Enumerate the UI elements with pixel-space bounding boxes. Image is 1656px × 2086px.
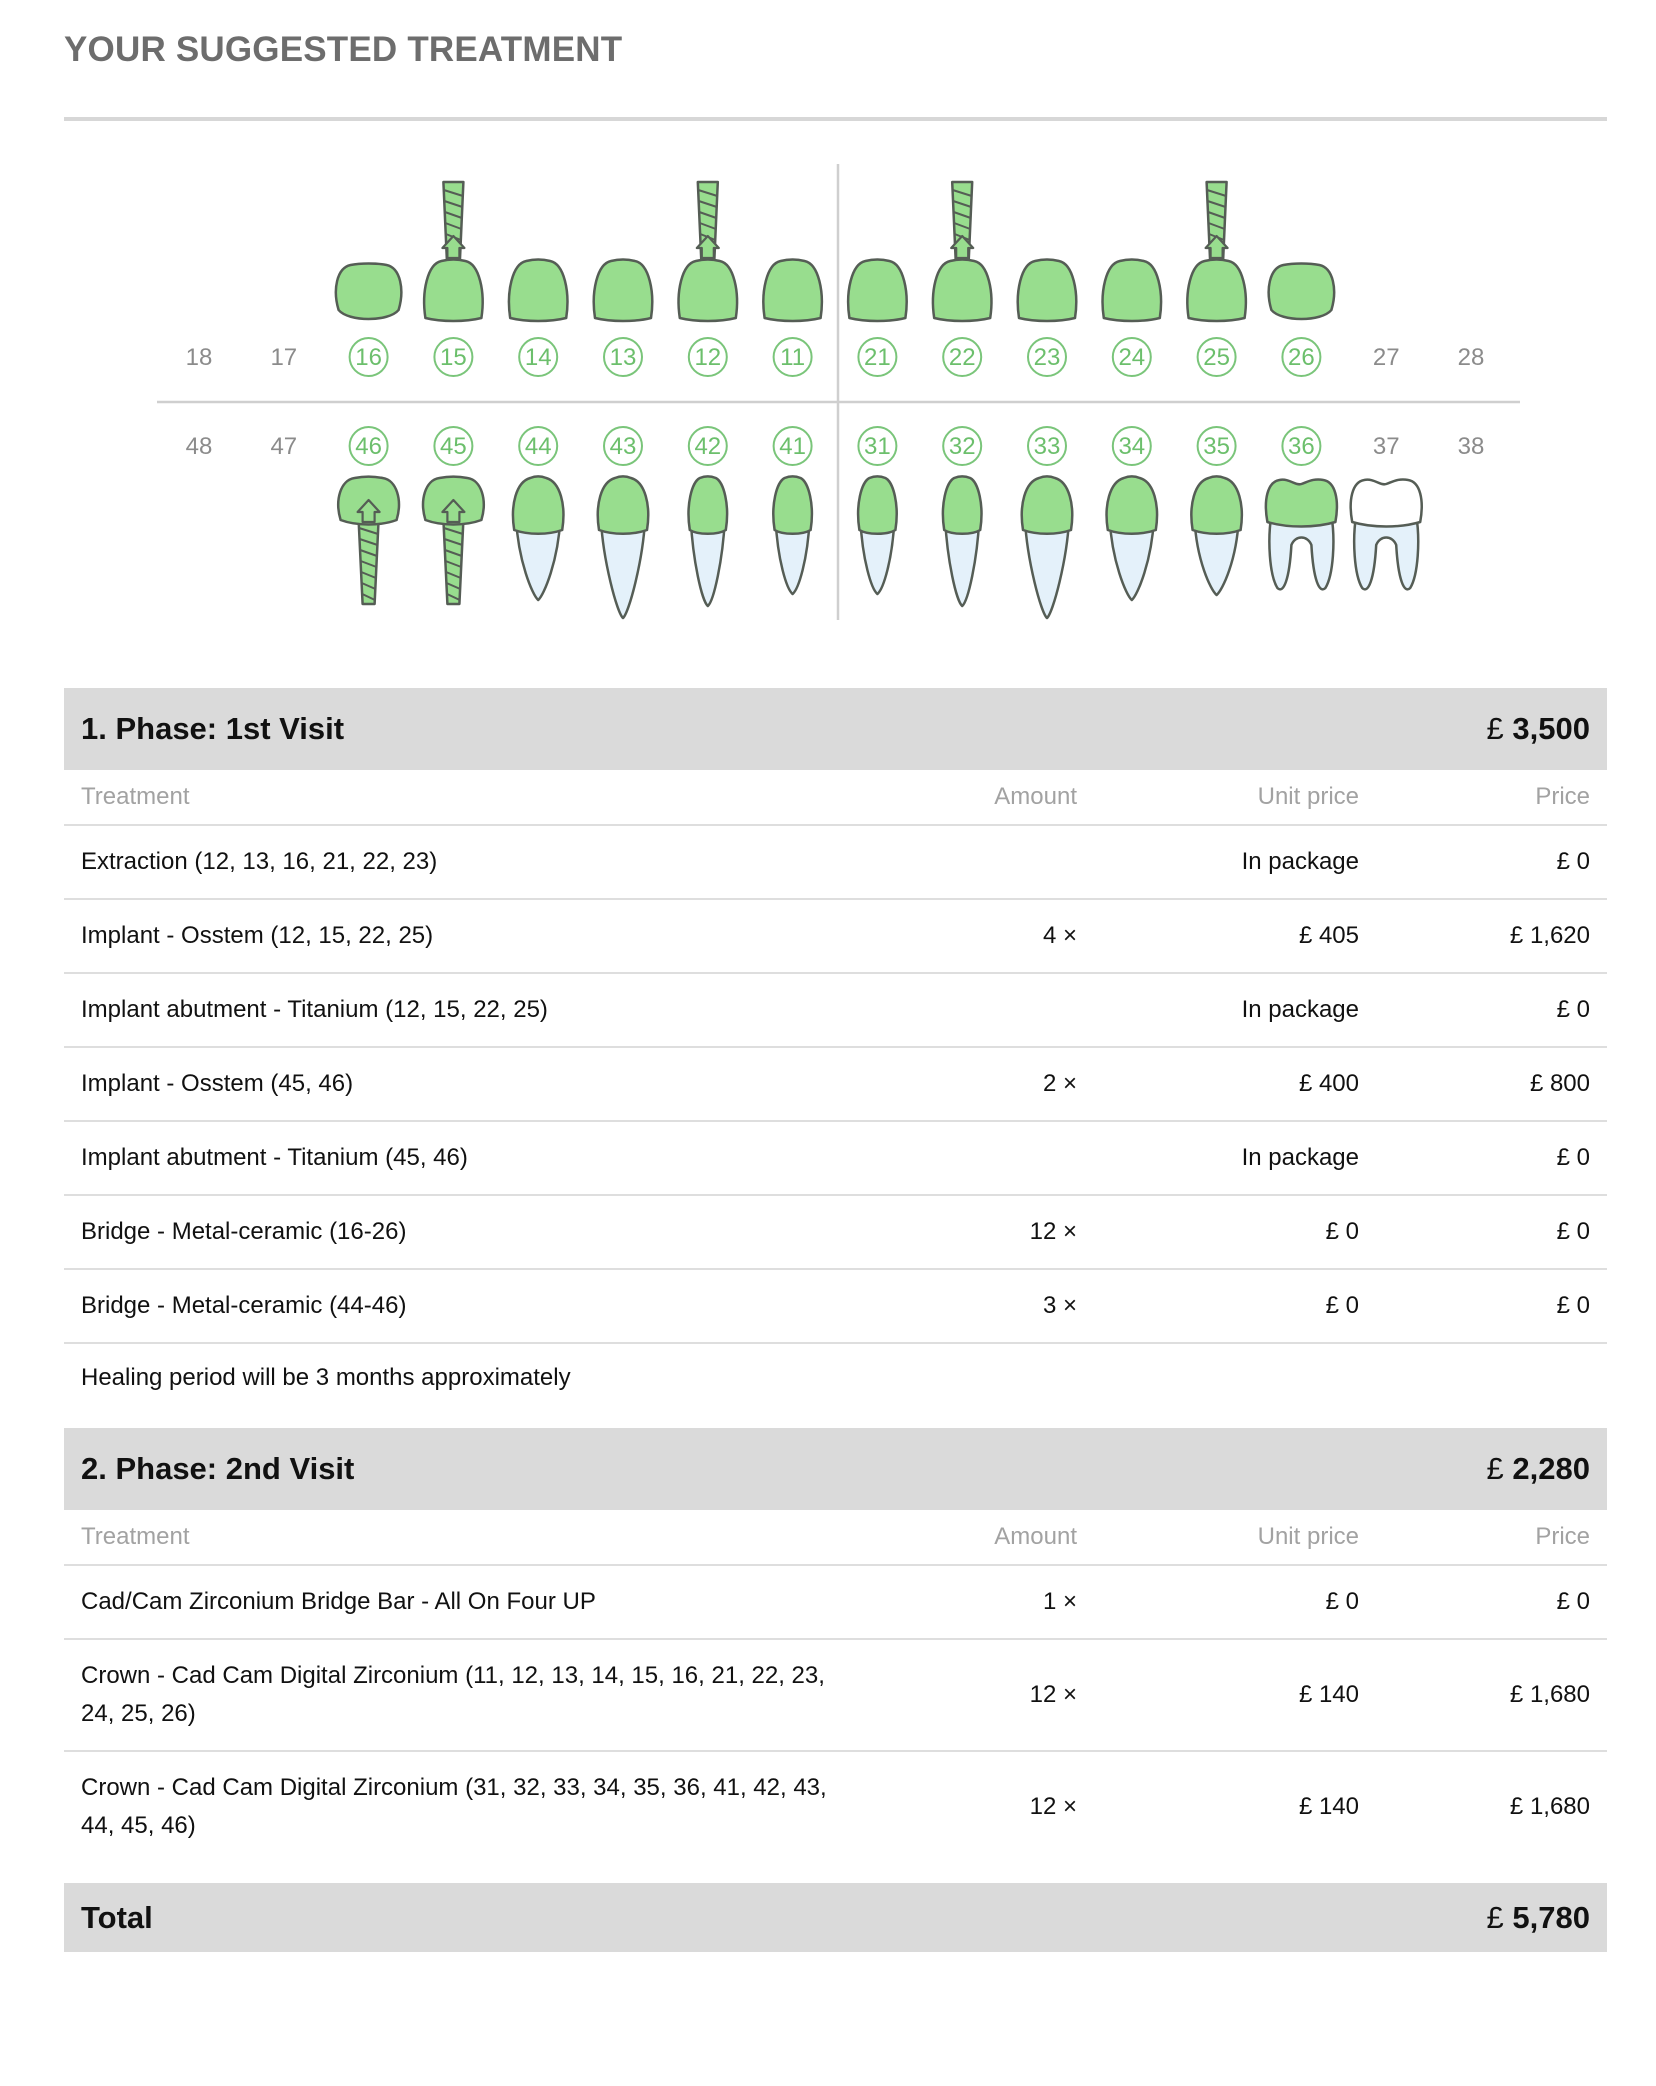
tooth-number: 23 xyxy=(1033,344,1061,371)
phase-2 xyxy=(64,1428,1607,1862)
col-unit-price: Unit price xyxy=(1257,1523,1359,1550)
cell-price: £ 0 xyxy=(1556,1292,1590,1319)
cell-unit-price: £ 0 xyxy=(1325,1588,1359,1615)
cell-amount: 3 × xyxy=(1042,1292,1077,1319)
tooth-number: 34 xyxy=(1118,433,1146,460)
tooth-21[interactable] xyxy=(848,260,906,377)
cell-amount: 2 × xyxy=(1042,1070,1077,1097)
cell-amount: 1 × xyxy=(1042,1588,1077,1615)
cell-treatment: Implant abutment - Titanium (45, 46) xyxy=(81,1144,468,1171)
col-amount: Amount xyxy=(994,1523,1077,1550)
table-row xyxy=(64,900,1607,974)
cell-treatment: Crown - Cad Cam Digital Zirconium (11, 12, 13, 14, 15, 16, 21, 22, 23, 24, 25, 26) xyxy=(81,1662,825,1727)
tooth-24[interactable] xyxy=(1103,260,1161,377)
tooth-number: 38 xyxy=(1457,433,1485,460)
table-row xyxy=(64,1196,1607,1270)
col-price: Price xyxy=(1535,783,1590,810)
tooth-number: 43 xyxy=(609,433,637,460)
tooth-28[interactable] xyxy=(1458,344,1485,371)
phase-header xyxy=(64,688,1607,770)
tooth-number: 37 xyxy=(1372,433,1400,460)
phase-name: 1. Phase: 1st Visit xyxy=(81,711,345,746)
cell-unit-price: £ 140 xyxy=(1298,1793,1359,1820)
tooth-number: 33 xyxy=(1033,433,1061,460)
tooth-15[interactable] xyxy=(424,182,482,376)
tooth-number: 11 xyxy=(780,344,806,371)
tooth-35[interactable] xyxy=(1191,427,1241,595)
tooth-number: 44 xyxy=(524,433,552,460)
tooth-46[interactable] xyxy=(338,427,399,604)
cell-treatment: Implant abutment - Titanium (12, 15, 22, 25) xyxy=(81,996,548,1023)
cell-treatment: Cad/Cam Zirconium Bridge Bar - All On Four UP xyxy=(81,1588,596,1615)
currency-symbol: £ xyxy=(1486,1899,1504,1935)
table-row xyxy=(64,826,1607,900)
cell-unit-price: £ 0 xyxy=(1325,1218,1359,1245)
tooth-number: 22 xyxy=(948,344,976,371)
cell-price: £ 1,680 xyxy=(1509,1793,1590,1820)
cell-price: £ 0 xyxy=(1556,1218,1590,1245)
table-header xyxy=(64,770,1607,826)
cell-amount: 12 × xyxy=(1029,1681,1077,1708)
table-header xyxy=(64,1510,1607,1566)
cell-amount xyxy=(864,826,1094,898)
tooth-number: 16 xyxy=(355,344,382,371)
tooth-23[interactable] xyxy=(1018,260,1076,377)
tooth-number: 24 xyxy=(1118,344,1146,371)
cell-unit-price: £ 405 xyxy=(1298,922,1359,949)
tooth-36[interactable] xyxy=(1266,427,1337,589)
tooth-26[interactable] xyxy=(1269,264,1334,377)
tooth-number: 15 xyxy=(440,344,467,371)
tooth-44[interactable] xyxy=(513,427,563,600)
total-price xyxy=(1487,1900,1590,1936)
tooth-number: 45 xyxy=(440,433,467,460)
cell-treatment: Extraction (12, 13, 16, 21, 22, 23) xyxy=(81,848,438,875)
tooth-number: 32 xyxy=(948,433,976,460)
tooth-33[interactable] xyxy=(1022,427,1072,618)
tooth-12[interactable] xyxy=(679,182,737,376)
tooth-number: 48 xyxy=(185,433,213,460)
table-row xyxy=(64,1640,1607,1752)
tooth-48[interactable] xyxy=(186,433,213,460)
cell-amount xyxy=(864,1122,1094,1194)
cell-treatment: Crown - Cad Cam Digital Zirconium (31, 32, 33, 34, 35, 36, 41, 42, 43, 44, 45, 46) xyxy=(81,1774,827,1839)
phase-total-amount: 3,500 xyxy=(1512,711,1590,746)
table-row xyxy=(64,1566,1607,1640)
phase-total-amount: 2,280 xyxy=(1512,1451,1590,1486)
table-row xyxy=(64,1048,1607,1122)
table-row xyxy=(64,1270,1607,1344)
cell-price: £ 1,620 xyxy=(1509,922,1590,949)
table-row xyxy=(64,1122,1607,1196)
tooth-41[interactable] xyxy=(773,427,812,594)
cell-price: £ 1,680 xyxy=(1509,1681,1590,1708)
tooth-31[interactable] xyxy=(858,427,897,594)
cell-amount: 12 × xyxy=(1029,1793,1077,1820)
tooth-38[interactable] xyxy=(1458,433,1485,460)
total-amount: 5,780 xyxy=(1512,1899,1590,1935)
cell-price: £ 800 xyxy=(1529,1070,1590,1097)
tooth-16[interactable] xyxy=(336,264,401,377)
cell-treatment: Bridge - Metal-ceramic (16-26) xyxy=(81,1218,407,1245)
tooth-number: 42 xyxy=(694,433,722,460)
col-treatment: Treatment xyxy=(81,783,190,810)
cell-price: £ 0 xyxy=(1556,996,1590,1023)
cell-unit-price: In package xyxy=(1241,1144,1359,1171)
cell-amount: 12 × xyxy=(1029,1218,1077,1245)
phase-total xyxy=(1487,711,1590,747)
table-row xyxy=(64,974,1607,1048)
tooth-number: 25 xyxy=(1203,344,1230,371)
tooth-number: 28 xyxy=(1457,344,1485,371)
tooth-number: 12 xyxy=(694,344,722,371)
tooth-13[interactable] xyxy=(594,260,652,377)
cell-treatment: Implant - Osstem (45, 46) xyxy=(81,1070,354,1097)
tooth-number: 31 xyxy=(864,433,891,460)
tooth-number: 14 xyxy=(524,344,552,371)
table-row xyxy=(64,1752,1607,1862)
total-label: Total xyxy=(81,1899,153,1935)
phase-name: 2. Phase: 2nd Visit xyxy=(81,1451,355,1486)
tooth-number: 17 xyxy=(270,344,298,371)
tooth-number: 13 xyxy=(609,344,637,371)
cell-price: £ 0 xyxy=(1556,1144,1590,1171)
cell-unit-price: £ 400 xyxy=(1298,1070,1359,1097)
tooth-18[interactable] xyxy=(186,344,213,371)
tooth-number: 26 xyxy=(1288,344,1315,371)
tooth-number: 47 xyxy=(270,433,298,460)
tooth-14[interactable] xyxy=(509,260,567,377)
tooth-34[interactable] xyxy=(1107,427,1157,600)
tooth-number: 18 xyxy=(185,344,213,371)
cell-treatment: Implant - Osstem (12, 15, 22, 25) xyxy=(81,922,434,949)
tooth-32[interactable] xyxy=(943,427,982,606)
col-treatment: Treatment xyxy=(81,1523,190,1550)
cell-unit-price: In package xyxy=(1241,848,1359,875)
tooth-27[interactable] xyxy=(1373,344,1400,371)
tooth-number: 35 xyxy=(1203,433,1230,460)
col-price: Price xyxy=(1535,1523,1590,1550)
grand-total-bar xyxy=(64,1883,1607,1952)
cell-amount: 4 × xyxy=(1042,922,1077,949)
tooth-11[interactable] xyxy=(763,260,821,377)
tooth-number: 46 xyxy=(355,433,382,460)
phase-1 xyxy=(64,688,1607,1412)
col-amount: Amount xyxy=(994,783,1077,810)
cell-price: £ 0 xyxy=(1556,848,1590,875)
phase-header xyxy=(64,1428,1607,1510)
cell-amount xyxy=(864,974,1094,1046)
tooth-43[interactable] xyxy=(598,427,648,618)
phase-total xyxy=(1487,1451,1590,1487)
tooth-number: 36 xyxy=(1288,433,1315,460)
tooth-25[interactable] xyxy=(1187,182,1245,376)
cell-unit-price: £ 140 xyxy=(1298,1681,1359,1708)
tooth-17[interactable] xyxy=(270,344,297,371)
tooth-chart xyxy=(0,0,1656,660)
col-unit-price: Unit price xyxy=(1257,783,1359,810)
tooth-47[interactable] xyxy=(270,433,297,460)
tooth-number: 21 xyxy=(864,344,891,371)
cell-treatment: Bridge - Metal-ceramic (44-46) xyxy=(81,1292,407,1319)
tooth-42[interactable] xyxy=(689,427,728,606)
currency-symbol: £ xyxy=(1486,1451,1504,1486)
cell-price: £ 0 xyxy=(1556,1588,1590,1615)
tooth-37[interactable] xyxy=(1351,433,1422,589)
tooth-22[interactable] xyxy=(933,182,991,376)
tooth-number: 41 xyxy=(779,433,806,460)
cell-unit-price: £ 0 xyxy=(1325,1292,1359,1319)
cell-unit-price: In package xyxy=(1241,996,1359,1023)
tooth-number: 27 xyxy=(1372,344,1400,371)
tooth-45[interactable] xyxy=(423,427,484,604)
currency-symbol: £ xyxy=(1486,711,1504,746)
phase-note: Healing period will be 3 months approximately xyxy=(81,1364,571,1391)
page-title: YOUR SUGGESTED TREATMENT xyxy=(64,30,623,69)
